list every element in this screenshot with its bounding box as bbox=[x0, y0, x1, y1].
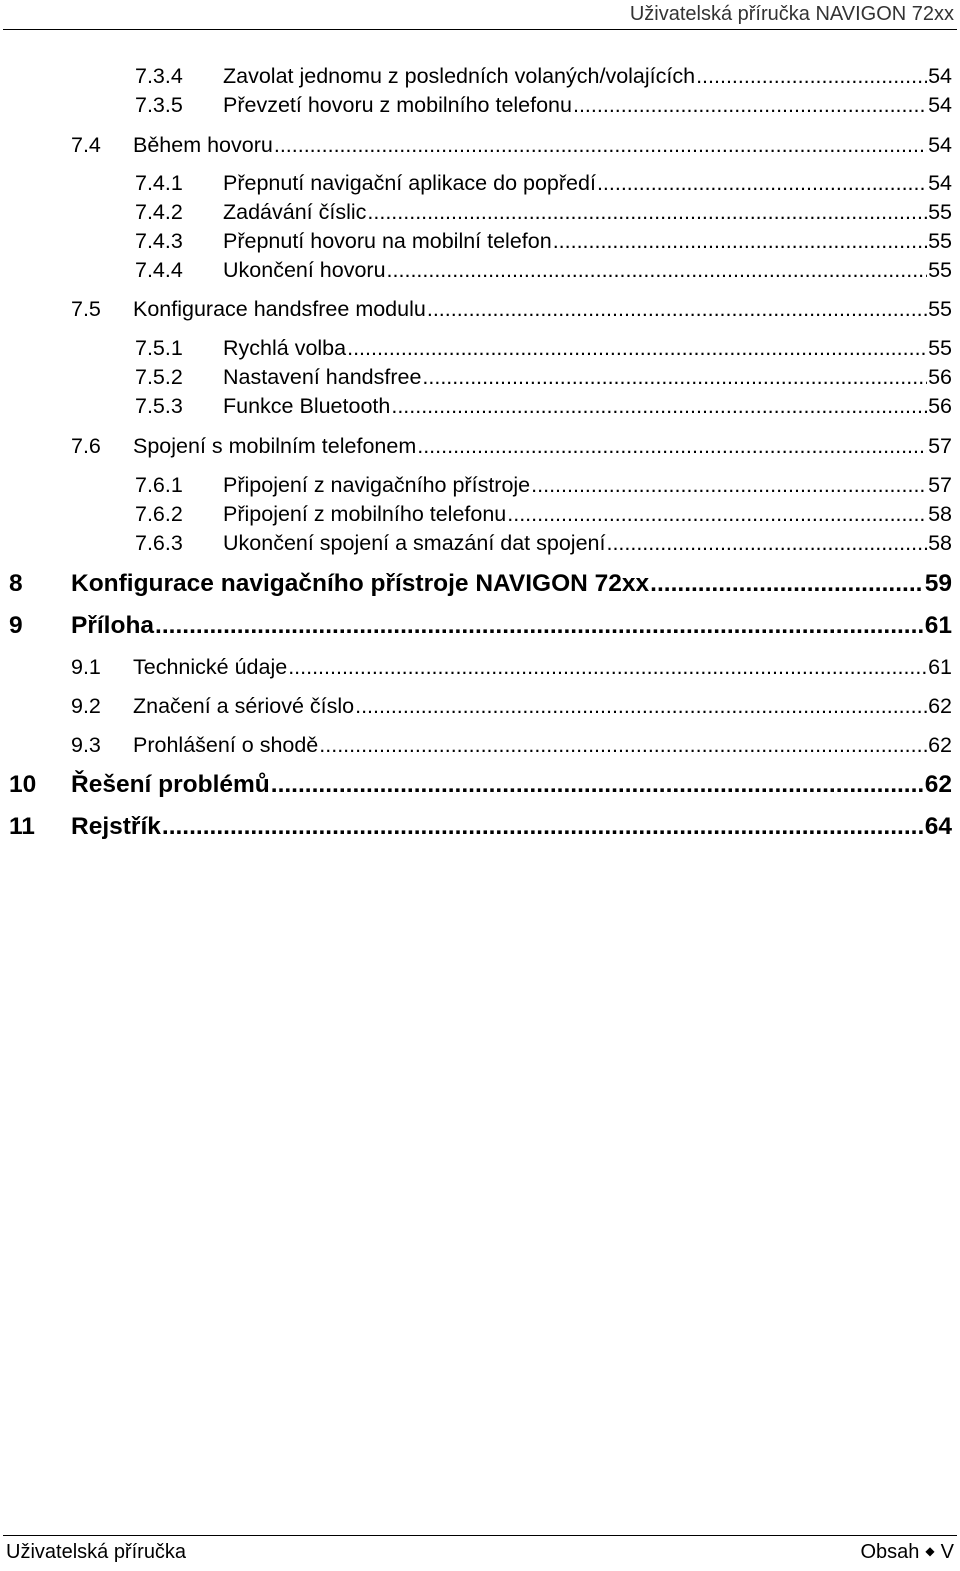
toc-entry-title: Připojení z mobilního telefonu bbox=[223, 502, 507, 526]
toc-entry-number: 7.6.2 bbox=[135, 502, 183, 526]
footer-section: Obsah bbox=[860, 1541, 920, 1563]
footer-page-number: V bbox=[940, 1541, 954, 1563]
toc-entry-page: 54 bbox=[928, 171, 952, 195]
toc-entry-title: Přepnutí hovoru na mobilní telefon bbox=[223, 229, 552, 253]
toc-entry-number: 10 bbox=[9, 771, 37, 798]
toc-entry[interactable] bbox=[135, 93, 952, 120]
toc-entry-page: 58 bbox=[928, 531, 952, 555]
toc-entry[interactable] bbox=[135, 200, 952, 227]
toc-leader-dots bbox=[553, 229, 927, 254]
toc-entry-title: Značení a sériové číslo bbox=[133, 694, 355, 718]
toc-entry-number: 7.4.1 bbox=[135, 171, 183, 195]
toc-entry[interactable] bbox=[71, 434, 952, 461]
footer-rule bbox=[3, 1535, 957, 1536]
toc-leader-dots bbox=[347, 336, 927, 361]
toc-entry-page: 54 bbox=[928, 133, 952, 157]
toc-entry-number: 7.4.2 bbox=[135, 200, 183, 224]
toc-entry-page: 56 bbox=[928, 394, 952, 418]
toc-entry-title: Zadávání číslic bbox=[223, 200, 367, 224]
toc-entry-page: 55 bbox=[928, 258, 952, 282]
toc-entry-title: Ukončení hovoru bbox=[223, 258, 386, 282]
toc-entry-page: 55 bbox=[928, 200, 952, 224]
toc-leader-dots bbox=[271, 771, 924, 799]
footer-document-title: Uživatelská příručka bbox=[6, 1541, 187, 1563]
toc-entry[interactable] bbox=[71, 655, 952, 682]
toc-entry-number: 9.2 bbox=[71, 694, 101, 718]
toc-entry-page: 55 bbox=[928, 229, 952, 253]
toc-entry-title: Připojení z navigačního přístroje bbox=[223, 473, 531, 497]
toc-leader-dots bbox=[507, 502, 927, 527]
toc-entry-page: 55 bbox=[928, 336, 952, 360]
toc-entry-number: 7.3.5 bbox=[135, 93, 183, 117]
toc-leader-dots bbox=[274, 133, 927, 158]
toc-entry-page: 57 bbox=[928, 434, 952, 458]
toc-entry-page: 55 bbox=[928, 297, 952, 321]
toc-entry[interactable] bbox=[135, 365, 952, 392]
toc-entry-page: 61 bbox=[924, 612, 952, 639]
toc-entry-number: 7.5.2 bbox=[135, 365, 183, 389]
header-rule bbox=[3, 29, 957, 30]
toc-entry-title: Převzetí hovoru z mobilního telefonu bbox=[223, 93, 572, 117]
toc-entry[interactable] bbox=[135, 64, 952, 91]
footer-page-info bbox=[860, 1541, 954, 1564]
toc-entry-title: Konfigurace handsfree modulu bbox=[133, 297, 426, 321]
toc-entry[interactable] bbox=[135, 229, 952, 256]
toc-leader-dots bbox=[650, 570, 924, 598]
toc-leader-dots bbox=[355, 694, 927, 719]
toc-entry[interactable] bbox=[135, 473, 952, 500]
toc-entry-page: 61 bbox=[928, 655, 952, 679]
toc-chapter-entry[interactable] bbox=[9, 570, 952, 602]
toc-entry[interactable] bbox=[71, 733, 952, 760]
toc-entry-page: 59 bbox=[924, 570, 952, 597]
toc-entry-title: Spojení s mobilním telefonem bbox=[133, 434, 417, 458]
toc-entry[interactable] bbox=[71, 133, 952, 160]
toc-leader-dots bbox=[391, 394, 927, 419]
toc-leader-dots bbox=[427, 297, 927, 322]
toc-leader-dots bbox=[422, 365, 927, 390]
toc-chapter-entry[interactable] bbox=[9, 771, 952, 803]
toc-entry-page: 58 bbox=[928, 502, 952, 526]
toc-entry-title: Konfigurace navigačního přístroje NAVIGON 72xx bbox=[71, 570, 650, 597]
toc-entry-title: Rejstřík bbox=[71, 813, 161, 840]
toc-chapter-entry[interactable] bbox=[9, 612, 952, 644]
page-header bbox=[0, 0, 960, 32]
toc-chapter-entry[interactable] bbox=[9, 813, 952, 845]
toc-entry-title: Technické údaje bbox=[133, 655, 288, 679]
toc-entry-title: Příloha bbox=[71, 612, 155, 639]
toc-entry[interactable] bbox=[135, 531, 952, 558]
toc-entry[interactable] bbox=[135, 171, 952, 198]
toc-entry-page: 54 bbox=[928, 93, 952, 117]
toc-entry-number: 7.4.3 bbox=[135, 229, 183, 253]
toc-entry-title: Ukončení spojení a smazání dat spojení bbox=[223, 531, 606, 555]
toc-leader-dots bbox=[597, 171, 927, 196]
toc-entry-title: Rychlá volba bbox=[223, 336, 347, 360]
toc-entry-number: 7.6.1 bbox=[135, 473, 183, 497]
toc-leader-dots bbox=[319, 733, 927, 758]
toc-entry-number: 7.4 bbox=[71, 133, 101, 157]
toc-leader-dots bbox=[606, 531, 927, 556]
toc-entry-title: Nastavení handsfree bbox=[223, 365, 422, 389]
toc-entry-page: 62 bbox=[928, 733, 952, 757]
toc-leader-dots bbox=[417, 434, 927, 459]
toc-leader-dots bbox=[573, 93, 927, 118]
toc-leader-dots bbox=[288, 655, 927, 680]
toc-entry-page: 64 bbox=[924, 813, 952, 840]
toc-entry-number: 9 bbox=[9, 612, 23, 639]
toc-entry-number: 7.3.4 bbox=[135, 64, 183, 88]
toc-entry-number: 9.1 bbox=[71, 655, 101, 679]
toc-entry-page: 62 bbox=[924, 771, 952, 798]
toc-entry-number: 7.5.3 bbox=[135, 394, 183, 418]
toc-entry-page: 57 bbox=[928, 473, 952, 497]
toc-entry-page: 54 bbox=[928, 64, 952, 88]
toc-entry-number: 7.6 bbox=[71, 434, 101, 458]
page-footer bbox=[0, 1535, 960, 1571]
toc-leader-dots bbox=[531, 473, 927, 498]
toc-entry-number: 11 bbox=[9, 813, 35, 840]
toc-entry-number: 7.6.3 bbox=[135, 531, 183, 555]
toc-entry-number: 7.5.1 bbox=[135, 336, 183, 360]
toc-entry-title: Funkce Bluetooth bbox=[223, 394, 391, 418]
toc-entry-number: 7.5 bbox=[71, 297, 101, 321]
toc-entry[interactable] bbox=[135, 394, 952, 421]
toc-entry-number: 7.4.4 bbox=[135, 258, 183, 282]
toc-entry-number: 9.3 bbox=[71, 733, 101, 757]
toc-leader-dots bbox=[162, 813, 924, 841]
toc-leader-dots bbox=[696, 64, 927, 89]
toc-leader-dots bbox=[387, 258, 928, 283]
toc-entry-number: 8 bbox=[9, 570, 23, 597]
toc-leader-dots bbox=[367, 200, 927, 225]
toc-leader-dots bbox=[155, 612, 924, 640]
toc-entry[interactable] bbox=[71, 297, 952, 324]
toc-entry-title: Přepnutí navigační aplikace do popředí bbox=[223, 171, 596, 195]
toc-entry[interactable] bbox=[135, 336, 952, 363]
header-title: Uživatelská příručka NAVIGON 72xx bbox=[629, 3, 954, 25]
toc-entry[interactable] bbox=[135, 258, 952, 285]
toc-entry-title: Prohlášení o shodě bbox=[133, 733, 319, 757]
toc-entry-title: Během hovoru bbox=[133, 133, 273, 157]
toc-entry-title: Zavolat jednomu z posledních volaných/volajících bbox=[223, 64, 696, 88]
toc-entry-title: Řešení problémů bbox=[71, 771, 270, 798]
toc-entry[interactable] bbox=[135, 502, 952, 529]
toc-entry-page: 62 bbox=[928, 694, 952, 718]
toc-entry[interactable] bbox=[71, 694, 952, 721]
diamond-icon: ◆ bbox=[925, 1544, 935, 1558]
toc-entry-page: 56 bbox=[928, 365, 952, 389]
